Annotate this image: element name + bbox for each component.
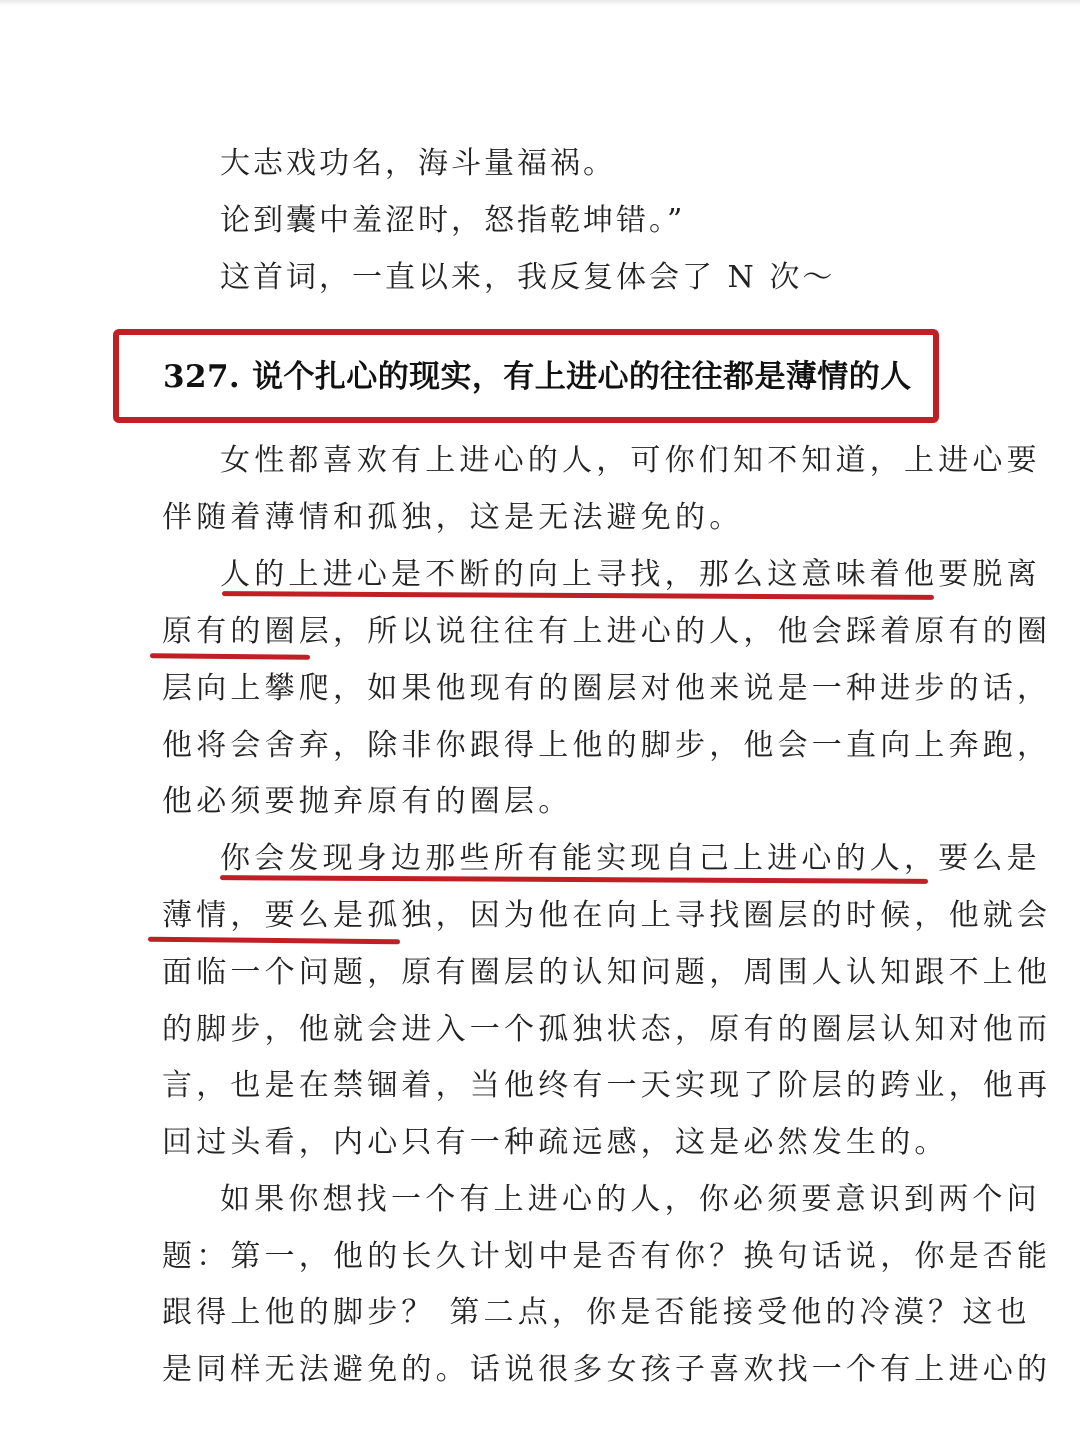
paragraph-4-line-1: 如果你想找一个有上进心的人，你必须要意识到两个问: [220, 1182, 1041, 1217]
paragraph-3-line-3: 面临一个问题，原有圈层的认知问题，周围人认知跟不上他: [162, 955, 1052, 990]
paragraph-3-line-2: 薄情，要么是孤独，因为他在向上寻找圈层的时候，他就会: [162, 898, 1052, 933]
verse-line-3: 这首词，一直以来，我反复体会了 N 次～: [220, 260, 836, 295]
section-number: 327.: [163, 359, 241, 395]
paragraph-1-line-1: 女性都喜欢有上进心的人，可你们知不知道，上进心要: [220, 443, 1041, 478]
paragraph-3-line-5: 言，也是在禁锢着，当他终有一天实现了阶层的跨业，他再: [162, 1068, 1052, 1103]
page-top-edge: [0, 0, 1080, 6]
paragraph-4-line-3: 跟得上他的脚步？ 第二点，你是否能接受他的冷漠？这也: [162, 1295, 1031, 1330]
paragraph-3-line-1: 你会发现身边那些所有能实现自己上进心的人，要么是: [220, 841, 1041, 876]
paragraph-2-line-2: 原有的圈层，所以说往往有上进心的人，他会踩着原有的圈: [162, 614, 1052, 649]
section-title: 说个扎心的现实，有上进心的往往都是薄情的人: [252, 359, 912, 395]
section-title-box: [113, 329, 939, 423]
verse-line-1: 大志戏功名，海斗量福祸。: [220, 146, 616, 181]
paragraph-4-line-4: 是同样无法避免的。话说很多女孩子喜欢找一个有上进心的: [162, 1352, 1052, 1387]
paragraph-2-line-1: 人的上进心是不断的向上寻找，那么这意味着他要脱离: [220, 557, 1041, 592]
section-heading: [163, 357, 912, 397]
paragraph-3-line-4: 的脚步，他就会进入一个孤独状态，原有的圈层认知对他而: [162, 1012, 1052, 1047]
paragraph-2-line-3: 层向上攀爬，如果他现有的圈层对他来说是一种进步的话，: [162, 671, 1052, 706]
underline-mark: [150, 653, 310, 660]
paragraph-3-line-6: 回过头看，内心只有一种疏远感，这是必然发生的。: [162, 1125, 949, 1160]
underline-mark: [148, 937, 400, 945]
paragraph-2-line-4: 他将会舍弃，除非你跟得上他的脚步，他会一直向上奔跑，: [162, 728, 1052, 763]
verse-line-2: 论到囊中羞涩时，怒指乾坤错。”: [220, 203, 686, 238]
paragraph-1-line-2: 伴随着薄情和孤独，这是无法避免的。: [162, 500, 744, 535]
paragraph-2-line-5: 他必须要抛弃原有的圈层。: [162, 784, 573, 819]
paragraph-4-line-2: 题：第一，他的长久计划中是否有你？换句话说，你是否能: [162, 1239, 1052, 1274]
